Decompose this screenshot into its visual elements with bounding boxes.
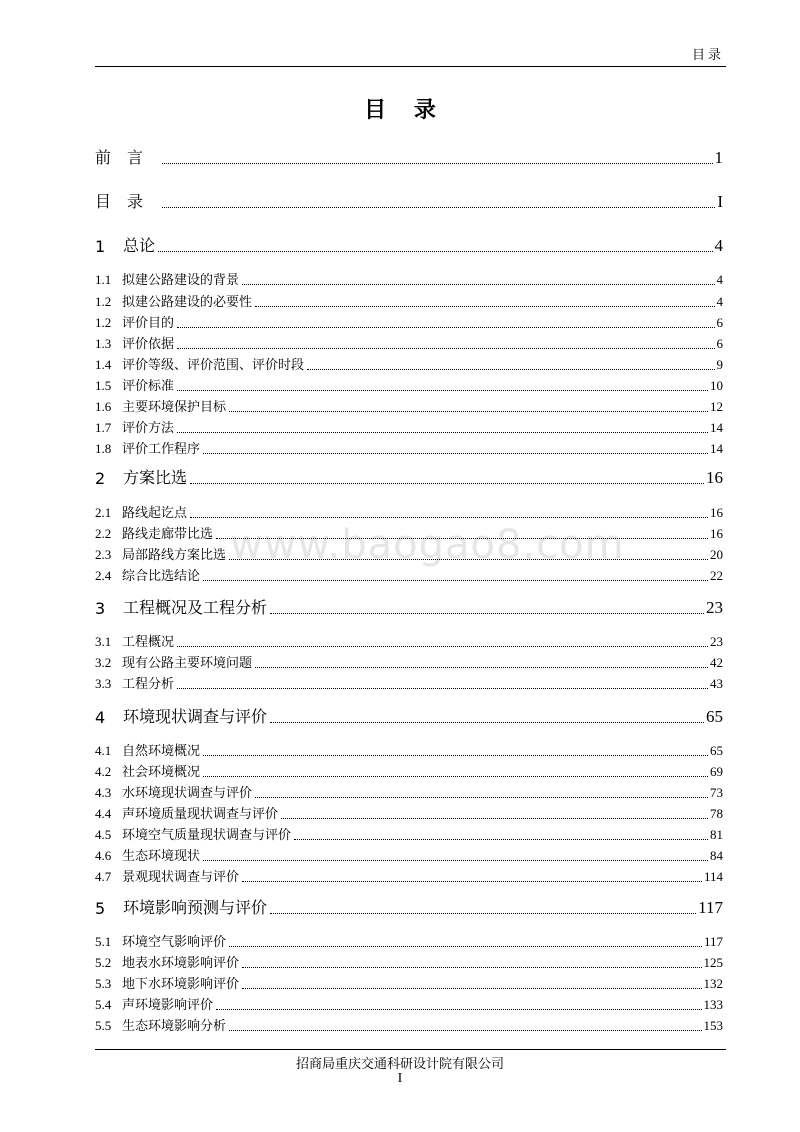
toc-chapter-entry[interactable] — [95, 596, 723, 618]
toc-section-entry[interactable] — [95, 783, 723, 801]
toc-entry-title: 生态环境影响分析 — [122, 1019, 227, 1034]
toc-chapter-entry[interactable] — [95, 234, 723, 256]
toc-page-number: 81 — [710, 827, 723, 842]
toc-entry-title: 评价标准 — [122, 379, 175, 394]
toc-dot-leader — [203, 453, 708, 454]
toc-dot-leader — [162, 163, 712, 164]
toc-page-number: 132 — [703, 976, 723, 991]
toc-dot-leader — [242, 988, 701, 989]
toc-entry-title: 工程分析 — [122, 677, 175, 692]
toc-page-number: 117 — [703, 934, 723, 949]
toc-section-entry[interactable] — [95, 653, 723, 671]
toc-section-entry[interactable] — [95, 313, 723, 331]
toc-entry-title: 总论 — [123, 236, 156, 255]
toc-entry-number: 5.5 — [95, 1018, 112, 1033]
toc-page-number: 84 — [710, 848, 723, 863]
toc-entry-title: 环境影响预测与评价 — [123, 898, 268, 917]
toc-page-number: 117 — [698, 898, 723, 917]
toc-entry-title: 地下水环境影响评价 — [122, 977, 240, 992]
page-title: 目 录 — [364, 98, 446, 123]
toc-entry-number: 4.6 — [95, 848, 112, 863]
toc-dot-leader — [270, 722, 704, 723]
toc-entry-title: 环境空气影响评价 — [122, 935, 227, 950]
toc-page-number: 23 — [706, 598, 723, 617]
toc-section-entry[interactable] — [95, 974, 723, 992]
toc-entry-number: 3.1 — [95, 634, 112, 649]
toc-dot-leader — [242, 881, 702, 882]
toc-section-entry[interactable] — [95, 355, 723, 373]
toc-page-number: 65 — [710, 743, 723, 758]
toc-dot-leader — [203, 776, 708, 777]
toc-entry-title: 环境空气质量现状调查与评价 — [122, 828, 292, 843]
toc-entry-number: 5.4 — [95, 997, 112, 1012]
toc-chapter-entry[interactable] — [95, 190, 723, 212]
toc-entry-title: 社会环境概况 — [122, 765, 201, 780]
toc-entry-title: 拟建公路建设的必要性 — [122, 295, 253, 310]
header-rule — [95, 66, 726, 67]
toc-page-number: 1 — [714, 148, 723, 167]
toc-entry-number: 4.4 — [95, 806, 112, 821]
toc-entry-number: 2.2 — [95, 526, 112, 541]
toc-entry-number: 4.7 — [95, 869, 112, 884]
toc-page-number: 42 — [710, 655, 723, 670]
toc-entry-title: 主要环境保护目标 — [122, 400, 227, 415]
toc-page-number: 14 — [710, 441, 723, 456]
toc-dot-leader — [281, 818, 708, 819]
toc-page-number: 20 — [710, 547, 723, 562]
toc-section-entry[interactable] — [95, 545, 723, 563]
toc-entry-title: 评价等级、评价范围、评价时段 — [122, 358, 305, 373]
toc-dot-leader — [307, 369, 714, 370]
toc-page-number: 9 — [716, 357, 723, 372]
footer-page-number: I — [397, 1071, 403, 1086]
watermark: www.baogao8.com — [230, 522, 625, 568]
toc-dot-leader — [255, 306, 714, 307]
toc-page-number: 6 — [716, 315, 723, 330]
toc-dot-leader — [177, 327, 714, 328]
toc-page-number: 16 — [710, 526, 723, 541]
toc-entry-title: 评价目的 — [122, 316, 175, 331]
toc-dot-leader — [255, 797, 708, 798]
toc-entry-title: 路线起讫点 — [122, 506, 188, 521]
toc-entry-title: 地表水环境影响评价 — [122, 956, 240, 971]
toc-chapter-entry[interactable] — [95, 705, 723, 727]
toc-entry-number: 4.5 — [95, 827, 112, 842]
toc-section-entry[interactable] — [95, 804, 723, 822]
toc-entry-number: 1.2 — [95, 315, 112, 330]
toc-dot-leader — [242, 284, 714, 285]
toc-section-entry[interactable] — [95, 846, 723, 864]
toc-page-number: 14 — [710, 420, 723, 435]
toc-entry-number: 2 — [95, 469, 106, 488]
toc-entry-number: 3 — [95, 599, 106, 618]
toc-section-entry[interactable] — [95, 741, 723, 759]
toc-section-entry[interactable] — [95, 953, 723, 971]
toc-section-entry[interactable] — [95, 674, 723, 692]
toc-page-number: 78 — [710, 806, 723, 821]
toc-entry-title: 评价方法 — [122, 421, 175, 436]
toc-entry-title: 景观现状调查与评价 — [122, 870, 240, 885]
toc-page-number: 4 — [716, 294, 723, 309]
toc-section-entry[interactable] — [95, 932, 723, 950]
toc-dot-leader — [229, 1030, 701, 1031]
toc-entry-title: 路线走廊带比选 — [122, 527, 214, 542]
toc-dot-leader — [294, 839, 708, 840]
toc-entry-number: 3.3 — [95, 676, 112, 691]
toc-entry-title: 局部路线方案比选 — [122, 548, 227, 563]
toc-entry-title: 综合比选结论 — [122, 569, 201, 584]
toc-dot-leader — [162, 207, 715, 208]
toc-dot-leader — [216, 1009, 701, 1010]
running-header: 目录 — [691, 48, 724, 63]
toc-dot-leader — [203, 755, 708, 756]
toc-dot-leader — [242, 967, 701, 968]
toc-entry-number: 1.2 — [95, 294, 112, 309]
toc-entry-number: 1.4 — [95, 357, 112, 372]
toc-section-entry[interactable] — [95, 524, 723, 542]
toc-entry-number: 4 — [95, 708, 106, 727]
toc-entry-number: 2.3 — [95, 547, 112, 562]
toc-section-entry[interactable] — [95, 270, 723, 288]
toc-entry-number: 1.7 — [95, 420, 112, 435]
toc-section-entry[interactable] — [95, 376, 723, 394]
toc-dot-leader — [177, 348, 714, 349]
toc-entry-title: 工程概况及工程分析 — [123, 598, 268, 617]
toc-chapter-entry[interactable] — [95, 466, 723, 488]
toc-page-number: 43 — [710, 676, 723, 691]
toc-page-number: 6 — [716, 336, 723, 351]
toc-dot-leader — [229, 559, 708, 560]
toc-entry-number: 2.1 — [95, 505, 112, 520]
toc-page-number: 16 — [710, 505, 723, 520]
toc-entry-title: 方案比选 — [123, 468, 188, 487]
toc-entry-title: 现有公路主要环境问题 — [122, 656, 253, 671]
toc-entry-title: 生态环境现状 — [122, 849, 201, 864]
toc-section-entry[interactable] — [95, 292, 723, 310]
toc-chapter-entry[interactable] — [95, 896, 723, 918]
toc-entry-number: 4.1 — [95, 743, 112, 758]
toc-dot-leader — [177, 646, 708, 647]
toc-page-number: I — [717, 192, 723, 211]
toc-entry-number: 1.8 — [95, 441, 112, 456]
toc-entry-number: 1.6 — [95, 399, 112, 414]
footer-company: 招商局重庆交通科研设计院有限公司 — [295, 1057, 504, 1072]
toc-page-number: 12 — [710, 399, 723, 414]
toc-entry-number: 4.2 — [95, 764, 112, 779]
toc-dot-leader — [229, 411, 708, 412]
toc-entry-number: 3.2 — [95, 655, 112, 670]
toc-page-number: 153 — [703, 1018, 723, 1033]
toc-section-entry[interactable] — [95, 632, 723, 650]
toc-page-number: 10 — [710, 378, 723, 393]
toc-entry-number: 5.1 — [95, 934, 112, 949]
toc-page-number: 65 — [706, 707, 723, 726]
toc-section-entry[interactable] — [95, 1016, 723, 1034]
toc-entry-title: 工程概况 — [122, 635, 175, 650]
toc-page-number: 114 — [703, 869, 723, 884]
footer-rule — [95, 1049, 726, 1050]
toc-entry-title: 水环境现状调查与评价 — [122, 786, 253, 801]
toc-page-number: 23 — [710, 634, 723, 649]
toc-chapter-entry[interactable] — [95, 146, 723, 168]
toc-dot-leader — [203, 860, 708, 861]
toc-dot-leader — [216, 538, 708, 539]
toc-page-number: 73 — [710, 785, 723, 800]
toc-entry-number: 5.3 — [95, 976, 112, 991]
toc-section-entry[interactable] — [95, 397, 723, 415]
toc-page-number: 16 — [706, 468, 723, 487]
toc-page-number: 125 — [703, 955, 723, 970]
toc-entry-title: 环境现状调查与评价 — [123, 707, 268, 726]
toc-page-number: 4 — [714, 236, 723, 255]
toc-dot-leader — [177, 390, 708, 391]
toc-entry-title: 声环境影响评价 — [122, 998, 214, 1013]
toc-section-entry[interactable] — [95, 418, 723, 436]
toc-dot-leader — [177, 688, 708, 689]
toc-section-entry[interactable] — [95, 995, 723, 1013]
toc-entry-number: 1.1 — [95, 272, 112, 287]
toc-entry-number: 1 — [95, 237, 106, 256]
toc-section-entry[interactable] — [95, 867, 723, 885]
toc-entry-number: 1.5 — [95, 378, 112, 393]
toc-entry-title: 前言 — [95, 148, 160, 167]
toc-section-entry[interactable] — [95, 825, 723, 843]
toc-dot-leader — [229, 946, 702, 947]
toc-page-number: 22 — [710, 568, 723, 583]
toc-dot-leader — [203, 580, 708, 581]
toc-entry-title: 评价依据 — [122, 337, 175, 352]
toc-entry-title: 拟建公路建设的背景 — [122, 273, 240, 288]
toc-page-number: 69 — [710, 764, 723, 779]
toc-entry-number: 4.3 — [95, 785, 112, 800]
toc-dot-leader — [255, 667, 708, 668]
toc-section-entry[interactable] — [95, 762, 723, 780]
toc-entry-number: 5 — [95, 899, 106, 918]
toc-dot-leader — [190, 517, 708, 518]
toc-entry-number: 1.3 — [95, 336, 112, 351]
toc-dot-leader — [270, 613, 704, 614]
toc-dot-leader — [158, 251, 712, 252]
toc-section-entry[interactable] — [95, 566, 723, 584]
toc-entry-title: 目录 — [95, 192, 160, 211]
toc-section-entry[interactable] — [95, 503, 723, 521]
toc-dot-leader — [177, 432, 708, 433]
toc-section-entry[interactable] — [95, 439, 723, 457]
toc-page-number: 4 — [716, 272, 723, 287]
toc-entry-title: 自然环境概况 — [122, 744, 201, 759]
toc-page-number: 133 — [703, 997, 723, 1012]
toc-entry-number: 5.2 — [95, 955, 112, 970]
toc-dot-leader — [270, 913, 696, 914]
toc-entry-title: 评价工作程序 — [122, 442, 201, 457]
toc-entry-number: 2.4 — [95, 568, 112, 583]
toc-section-entry[interactable] — [95, 334, 723, 352]
toc-entry-title: 声环境质量现状调查与评价 — [122, 807, 279, 822]
toc-dot-leader — [190, 483, 704, 484]
